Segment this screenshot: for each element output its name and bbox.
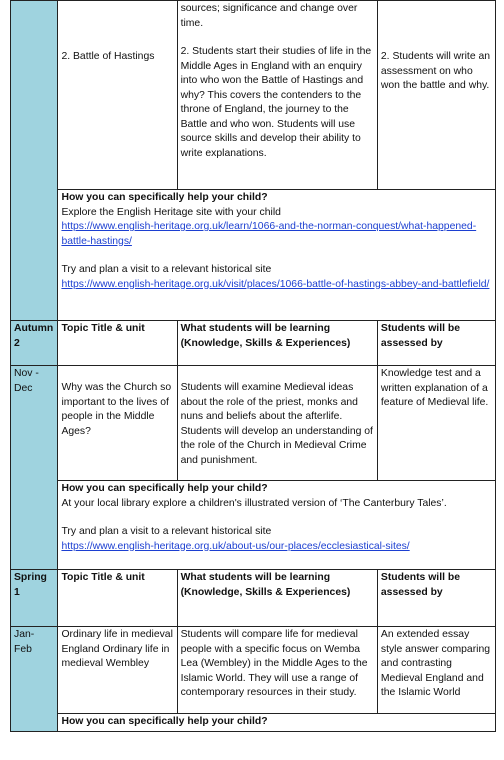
term-label: Spring 1 xyxy=(11,570,58,627)
learning-text: Students will compare life for medieval people with a specific focus on Wemba Lea (Wembley) in the Middle Ages to the Islamic World. They will use a range of contemporary resources in their study. xyxy=(180,629,368,698)
assessed-cell xyxy=(377,366,495,481)
heritage-link[interactable]: https://www.english-heritage.org.uk/learn/1066-and-the-norman-conquest/what-happened-battle-hastings/ xyxy=(61,221,477,247)
period-text: Jan- Feb xyxy=(14,629,35,655)
table-row xyxy=(11,1,496,190)
help-text: Explore the English Heritage site with your child xyxy=(61,206,281,218)
topic-text: 2. Battle of Hastings xyxy=(61,51,155,62)
topic-text: Why was the Church so important to the lives of people in the Middle Ages? xyxy=(61,382,172,437)
period-text: Nov - Dec xyxy=(14,368,39,394)
topic-cell xyxy=(58,366,177,481)
assessed-text: Knowledge test and a written explanation of a feature of Medieval life. xyxy=(380,368,489,408)
term-label: Autumn 2 xyxy=(11,321,58,366)
learning-text: 2. Students start their studies of life in the Middle Ages in England with an enquiry into who won the Battle of Hastings and why? This covers the contenders to the throne of England, the journey to the Battle and who won. Students will use source skills and develop their ability to write explanations. xyxy=(180,46,372,159)
help-cell xyxy=(58,481,496,570)
column-header-topic: Topic Title & unit xyxy=(58,321,177,366)
column-header-learning: What students will be learning (Knowledge, Skills & Experiences) xyxy=(177,570,377,627)
column-header-learning: What students will be learning (Knowledge, Skills & Experiences) xyxy=(177,321,377,366)
table-row xyxy=(11,627,496,714)
help-cell xyxy=(58,714,496,732)
learning-cell xyxy=(177,366,377,481)
assessed-text: 2. Students will write an assessment on who won the battle and why. xyxy=(380,51,491,91)
topic-text: Ordinary life in medieval England Ordinary life in medieval Wembley xyxy=(61,629,173,669)
learning-text: Students will examine Medieval ideas about the role of the priest, monks and nuns and beliefs about the afterlife. Students will develop an understanding of the role of the Church in Medieval Crime and punishment. xyxy=(180,382,373,466)
help-row xyxy=(11,190,496,321)
assessed-cell xyxy=(377,627,495,714)
assessed-cell xyxy=(377,1,495,190)
learning-cell xyxy=(177,627,377,714)
period-cell xyxy=(11,627,58,732)
column-header-assessed: Students will be assessed by xyxy=(377,570,495,627)
column-header-topic: Topic Title & unit xyxy=(58,570,177,627)
period-cell xyxy=(11,366,58,570)
topic-cell xyxy=(58,1,177,190)
help-row xyxy=(11,714,496,732)
header-row xyxy=(11,321,496,366)
assessed-text: An extended essay style answer comparing and contrasting Medieval England and the Islamic World xyxy=(380,629,491,698)
help-cell xyxy=(58,190,496,321)
topic-cell xyxy=(58,627,177,714)
help-heading: How you can specifically help your child? xyxy=(61,192,268,203)
curriculum-table xyxy=(10,0,496,732)
help-heading: How you can specifically help your child? xyxy=(61,716,268,727)
column-header-assessed: Students will be assessed by xyxy=(377,321,495,366)
ecclesiastical-sites-link[interactable]: https://www.english-heritage.org.uk/about-us/our-places/ecclesiastical-sites/ xyxy=(61,540,410,552)
learning-intro: sources; significance and change over time. xyxy=(180,3,358,29)
table-row xyxy=(11,366,496,481)
help-text: Try and plan a visit to a relevant historical site xyxy=(61,264,272,275)
header-row xyxy=(11,570,496,627)
help-heading: How you can specifically help your child? xyxy=(61,483,268,494)
help-row xyxy=(11,481,496,570)
help-text: At your local library explore a children's illustrated version of ‘The Canterbury Tales’. xyxy=(61,497,447,509)
learning-cell xyxy=(177,1,377,190)
help-text: Try and plan a visit to a relevant historical site xyxy=(61,526,272,537)
term-cell xyxy=(11,1,58,321)
hastings-visit-link[interactable]: https://www.english-heritage.org.uk/visit/places/1066-battle-of-hastings-abbey-and-battlefield/ xyxy=(61,278,490,290)
